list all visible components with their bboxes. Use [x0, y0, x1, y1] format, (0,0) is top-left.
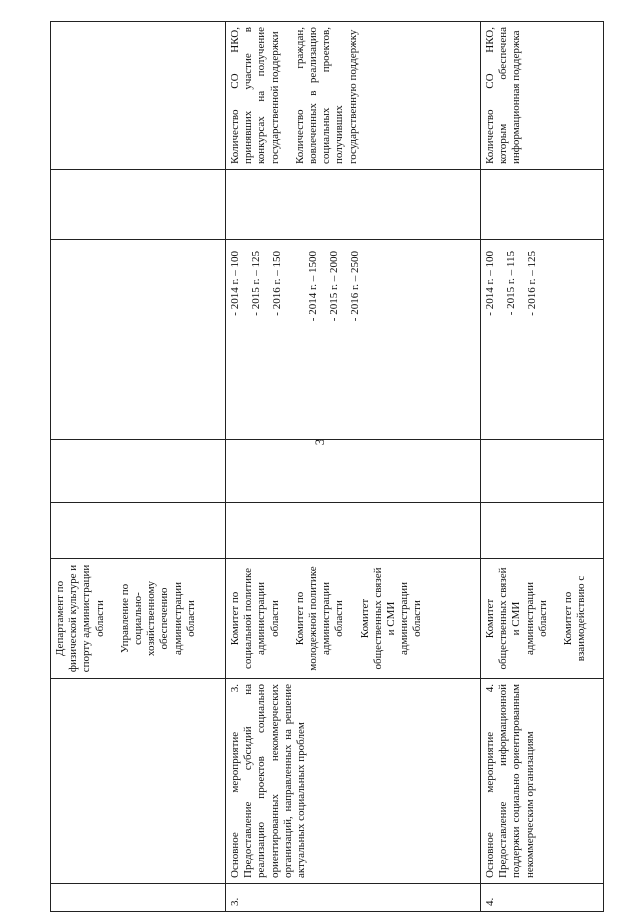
value-item: - 2014 г. – 100	[229, 251, 241, 316]
executor-text: Комитет по взаимодействию с	[561, 575, 588, 662]
value-item: - 2016 г. – 2500	[348, 251, 361, 322]
cell-empty	[481, 440, 604, 503]
cell-target-values	[226, 240, 481, 440]
cell-empty	[51, 440, 226, 503]
indicator-text: Количество СО НКО, которым обеспечена информационная поддержка	[484, 27, 523, 164]
value-item: - 2014 г. – 100	[484, 251, 496, 316]
row-number: 4.	[481, 884, 604, 912]
indicator-text: Количество граждан, вовлеченных в реализацию социальных проектов, получивших государственную поддержку	[293, 27, 359, 164]
cell-target-values	[481, 240, 604, 440]
values-group	[229, 245, 285, 434]
value-item: - 2014 г. – 1500	[306, 251, 319, 322]
executor-text: Комитет по социальной политике администрации области	[229, 568, 281, 669]
cell-desc-empty	[51, 679, 226, 884]
executor-text: Комитет общественных связей и СМИ администрации области	[484, 567, 549, 670]
page-number: 3	[312, 438, 327, 446]
executor-text: Департамент по физической культуре и спорту администрации области	[54, 564, 106, 673]
table-row-3	[226, 22, 481, 912]
value-item: - 2015 г. – 125	[250, 251, 263, 316]
indicator-text: Количество СО НКО, принявших участие в конкурсах на получение государственной поддержки	[229, 27, 281, 164]
cell-executor	[226, 559, 481, 679]
cell-empty	[51, 170, 226, 240]
value-item: - 2015 г. – 115	[505, 251, 518, 316]
executor-text: Комитет общественных связей и СМИ администрации области	[358, 567, 424, 670]
cell-description: Основное мероприятие 4. Предоставление информационной поддержки социально ориентированным некоммерческим организациям	[481, 679, 604, 884]
value-item: - 2016 г. – 150	[271, 251, 284, 316]
table-row-4	[481, 22, 604, 912]
program-table-rotated	[50, 22, 590, 912]
program-table	[50, 21, 604, 912]
cell-executor	[481, 559, 604, 679]
cell-indicators	[481, 22, 604, 170]
cell-executor	[51, 559, 226, 679]
table-row-continued	[51, 22, 226, 912]
cell-description: Основное мероприятие 3. Предоставление субсидий на реализацию проектов социально ориентированных некоммерческих организаций, направленных на решение актуальных социальных проблем	[226, 679, 481, 884]
cell-empty	[481, 503, 604, 559]
value-item: - 2015 г. – 2000	[327, 251, 340, 322]
executor-text: Комитет по молодежной политике администрации области	[293, 566, 346, 671]
cell-empty	[51, 503, 226, 559]
cell-empty	[226, 503, 481, 559]
row-number: 3.	[226, 884, 481, 912]
cell-empty	[481, 170, 604, 240]
cell-empty	[51, 22, 226, 170]
cell-num-empty	[51, 884, 226, 912]
executor-text: Управление по социально-хозяйственному обеспечению администрации области	[118, 580, 197, 657]
cell-empty	[226, 440, 481, 503]
values-group	[307, 245, 363, 434]
cell-indicators	[226, 22, 481, 170]
cell-empty	[226, 170, 481, 240]
cell-empty	[51, 240, 226, 440]
value-item: - 2016 г. – 125	[526, 251, 539, 316]
